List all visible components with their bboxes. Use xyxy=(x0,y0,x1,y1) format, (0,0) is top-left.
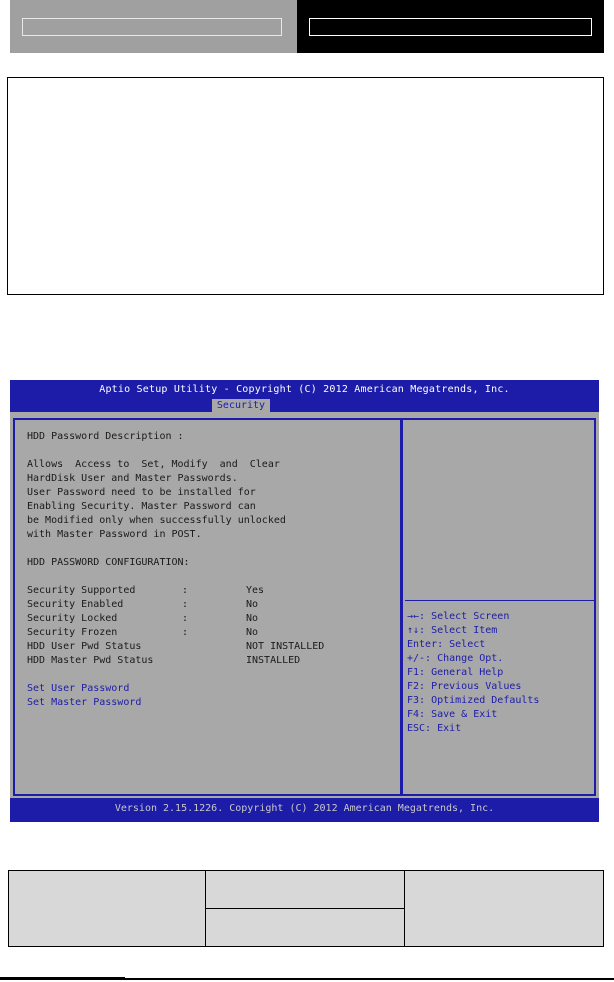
footer-table xyxy=(8,870,604,947)
set-user-password-item[interactable]: Set User Password xyxy=(27,683,130,694)
setting-value: Yes xyxy=(246,585,265,596)
setting-separator: : xyxy=(182,613,189,624)
header-left-field xyxy=(22,18,282,36)
help-line: +/-: Change Opt. xyxy=(407,653,504,664)
footer-table-cell xyxy=(405,871,604,947)
setting-label: Security Locked xyxy=(27,613,118,624)
bios-body xyxy=(10,412,599,798)
config-heading: HDD PASSWORD CONFIGURATION: xyxy=(27,557,190,568)
help-divider xyxy=(405,600,594,601)
help-line: F1: General Help xyxy=(407,667,504,678)
footer-table-cell xyxy=(206,871,405,909)
description-line: with Master Password in POST. xyxy=(27,529,202,540)
header-right-band xyxy=(297,0,604,53)
bios-screen xyxy=(10,380,599,822)
set-master-password-item[interactable]: Set Master Password xyxy=(27,697,142,708)
setting-label: Security Frozen xyxy=(27,627,118,638)
bios-footer: Version 2.15.1226. Copyright (C) 2012 American Megatrends, Inc. xyxy=(114,803,495,814)
page-bottom-rule xyxy=(0,978,614,980)
setting-label: Security Enabled xyxy=(27,599,124,610)
description-line: HardDisk User and Master Passwords. xyxy=(27,473,238,484)
setting-value: INSTALLED xyxy=(246,655,301,666)
footer-table-cell xyxy=(206,909,405,947)
help-line: ESC: Exit xyxy=(407,723,462,734)
bios-title: Aptio Setup Utility - Copyright (C) 2012 American Megatrends, Inc. xyxy=(99,384,510,395)
description-line: Enabling Security. Master Password can xyxy=(27,501,256,512)
setting-label: HDD User Pwd Status xyxy=(27,641,142,652)
help-line: →←: Select Screen xyxy=(407,611,510,622)
footer-table-cell xyxy=(9,871,206,947)
header-left-band xyxy=(10,0,297,53)
tab-security[interactable]: Security xyxy=(212,399,270,412)
help-line: ↑↓: Select Item xyxy=(407,625,498,636)
settings-panel xyxy=(13,418,402,796)
help-panel xyxy=(401,418,596,796)
setting-value: No xyxy=(246,613,259,624)
help-line: Enter: Select xyxy=(407,639,486,650)
setting-separator: : xyxy=(182,585,189,596)
bios-footer-bar xyxy=(10,798,599,822)
setting-value: NOT INSTALLED xyxy=(246,641,325,652)
description-line: User Password need to be installed for xyxy=(27,487,256,498)
note-frame xyxy=(7,77,604,295)
help-line: F2: Previous Values xyxy=(407,681,522,692)
bios-title-bar xyxy=(10,380,599,412)
setting-separator: : xyxy=(182,599,189,610)
setting-separator: : xyxy=(182,627,189,638)
description-line: Allows Access to Set, Modify and Clear xyxy=(27,459,280,470)
help-line: F4: Save & Exit xyxy=(407,709,498,720)
setting-label: Security Supported xyxy=(27,585,136,596)
setting-value: No xyxy=(246,627,259,638)
header-right-field xyxy=(309,18,592,36)
help-line: F3: Optimized Defaults xyxy=(407,695,540,706)
setting-label: HDD Master Pwd Status xyxy=(27,655,154,666)
description-heading: HDD Password Description : xyxy=(27,431,184,442)
description-line: be Modified only when successfully unlocked xyxy=(27,515,286,526)
setting-value: No xyxy=(246,599,259,610)
